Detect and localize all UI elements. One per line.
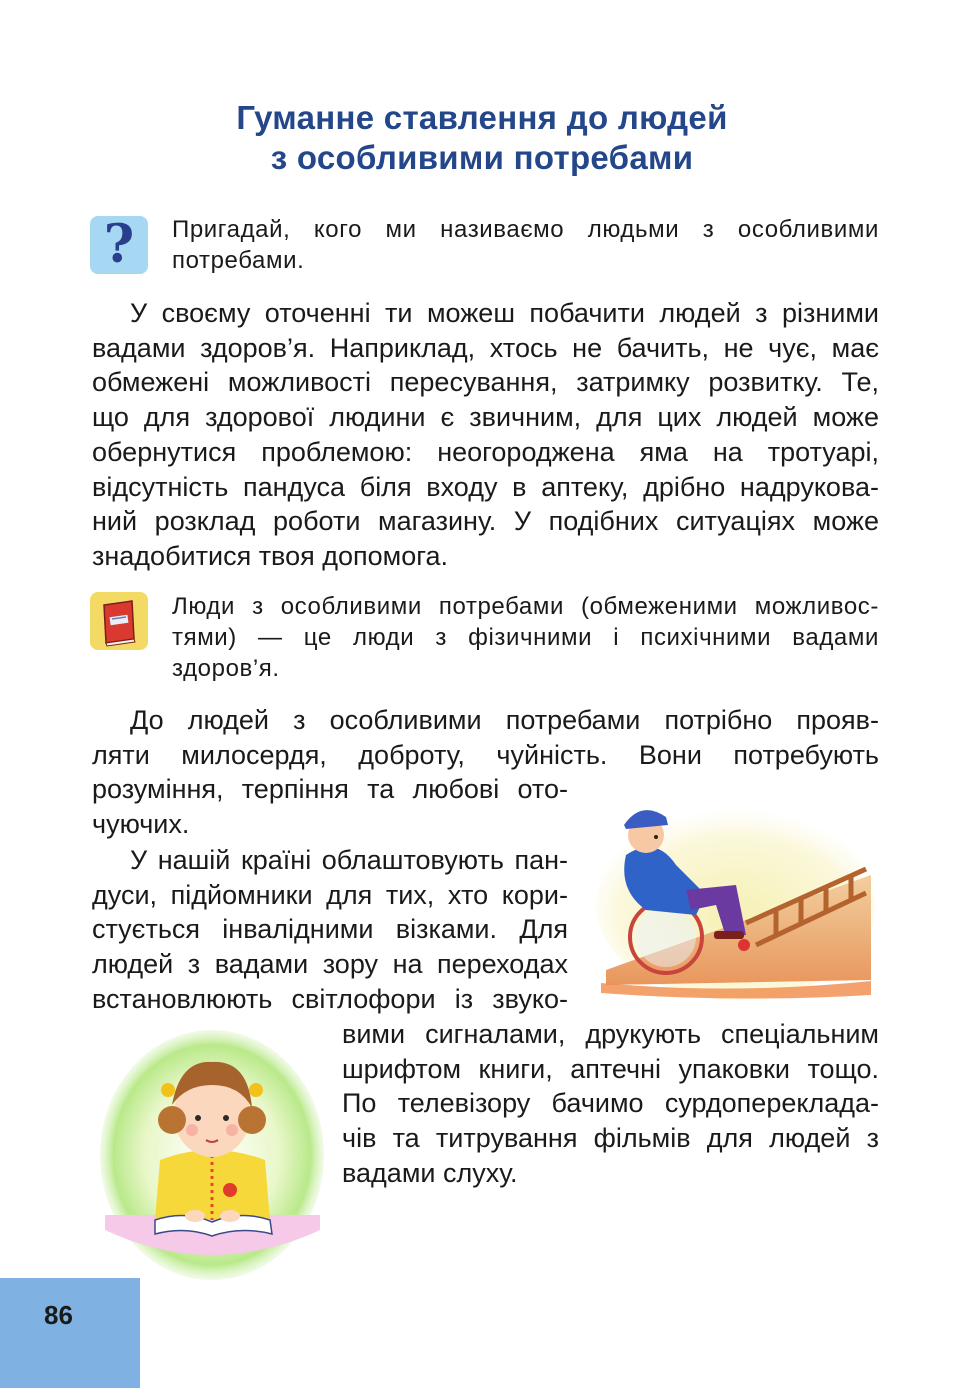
definition-text <box>172 591 879 684</box>
paragraph-line: ний розклад роботи магазину. У подібних ситуаціях може <box>92 506 879 537</box>
paragraph-line: По телевізору бачимо сурдопереклада- <box>342 1088 879 1119</box>
paragraph-line: що для здорової людини є звичним, для цих людей може <box>92 402 879 433</box>
book-icon-graphic <box>90 592 148 650</box>
page-number: 86 <box>44 1300 73 1330</box>
paragraph-line: знадобитися твоя допомога. <box>92 540 448 571</box>
paragraph-2-wrapped <box>92 772 568 841</box>
paragraph-line: вими сигналами, друкують спеціальним <box>342 1019 879 1049</box>
paragraph-line: відсутність пандуса біля входу в аптеку, дрібно надрукова- <box>92 471 879 502</box>
paragraph-line: У своєму оточенні ти можеш побачити людей з різними <box>130 298 879 328</box>
question-line: Пригадай, кого ми називаємо людьми з особливими <box>172 216 879 243</box>
definition-line: тями) — це люди з фізичними і психічними вадами <box>172 624 879 651</box>
paragraph-2 <box>92 703 879 772</box>
paragraph-line: До людей з особливими потребами потрібно прояв- <box>130 705 879 735</box>
girl-reading-braille-illustration <box>100 1030 325 1285</box>
title-line-2: з особливими потребами <box>270 139 694 176</box>
book-icon <box>90 592 148 650</box>
question-line: потребами. <box>172 247 305 274</box>
paragraph-line: ляти милосердя, доброту, чуйність. Вони потребують <box>92 739 879 770</box>
definition-line: здоров’я. <box>172 655 280 682</box>
wheelchair-user-illustration <box>596 795 876 1000</box>
paragraph-line: обернутися проблемою: неогороджена яма на тротуарі, <box>92 436 879 467</box>
paragraph-3-continued <box>342 1017 879 1191</box>
paragraph-line: шрифтом книги, аптечні упаковки тощо. <box>342 1053 879 1084</box>
page-title <box>0 98 964 178</box>
paragraph-3 <box>92 843 568 1017</box>
paragraph-line: стується інвалідними візками. Для <box>92 914 568 945</box>
question-text <box>172 214 879 276</box>
paragraph-line: обмежені можливості пересування, затримку розвитку. Те, <box>92 367 879 398</box>
question-mark-icon <box>90 216 148 274</box>
paragraph-line: розуміння, терпіння та любові ото- <box>92 774 568 804</box>
paragraph-line: вадами слуху. <box>342 1157 518 1188</box>
paragraph-line: дуси, підйомники для тих, хто кори- <box>92 879 568 910</box>
question-symbol: ? <box>103 214 135 275</box>
paragraph-line: У нашій країні облаштовують пан- <box>130 845 568 875</box>
page-number-tab <box>0 1278 140 1388</box>
paragraph-line: вадами здоров’я. Наприклад, хтось не бачить, не чує, має <box>92 332 879 363</box>
title-line-1: Гуманне ставлення до людей <box>236 99 728 136</box>
paragraph-line: людей з вадами зору на переходах <box>92 949 568 980</box>
paragraph-line: чуючих. <box>92 808 190 839</box>
paragraph-line: встановлюють світлофори із звуко- <box>92 983 568 1014</box>
paragraph-1 <box>92 296 879 574</box>
paragraph-line: чів та титрування фільмів для людей з <box>342 1123 879 1154</box>
definition-line: Люди з особливими потребами (обмеженими можливос- <box>172 593 879 620</box>
